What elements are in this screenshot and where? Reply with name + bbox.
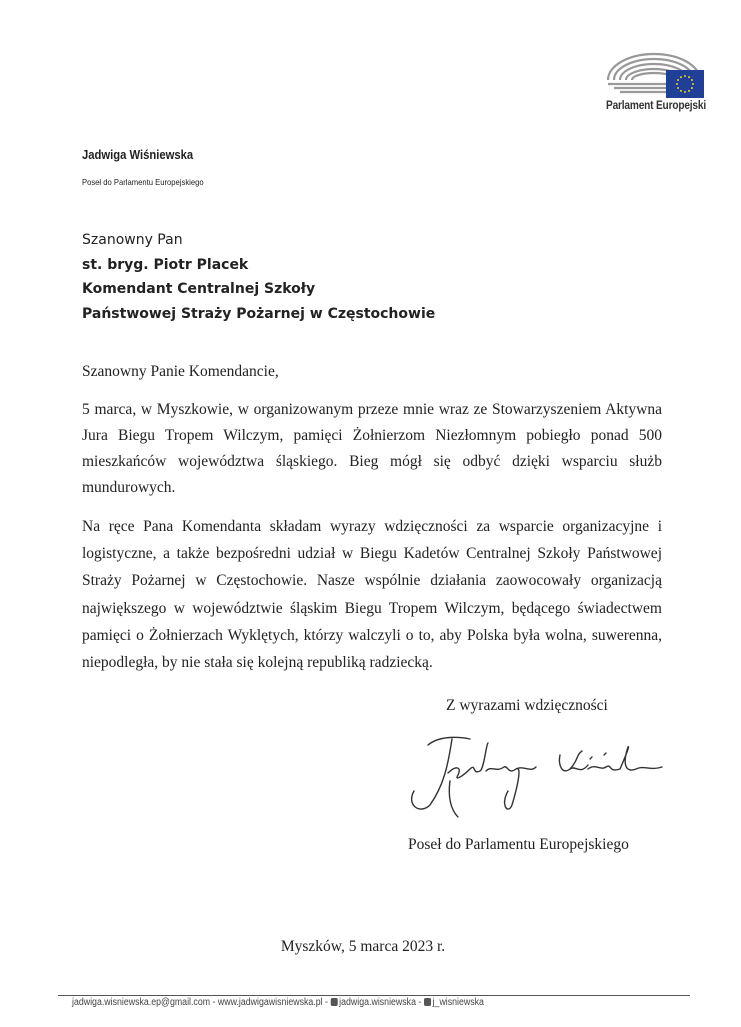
instagram-icon — [424, 998, 431, 1006]
separator: - — [322, 997, 331, 1008]
eu-star — [692, 83, 694, 85]
body-paragraph: Na ręce Pana Komendanta składam wyrazy wdzięczności za wsparcie organizacyjne i logistyczne, a także bezpośredni udział w Biegu Kadetów Centralnej Szkoły Państwowej Straży Pożarnej w Częstochowie. Nasze wspólnie działania zaowocowały organizacją największego w województwie śląskim Biegu Tropem Wilczym, będącego świadectwem pamięci o Żołnierzach Wyklętych, którzy walczyli o to, aby Polska była wolna, suwerenna, niepodległa, by nie stała się kolejną republiką radziecką. — [82, 518, 662, 672]
recipient-line: Komendant Centralnej Szkoły — [82, 281, 316, 298]
footer-instagram[interactable]: j_wisniewska — [432, 997, 484, 1008]
sender-title: Poseł do Parlamentu Europejskiego — [82, 177, 204, 187]
eu-star — [684, 75, 686, 77]
eu-star — [684, 91, 686, 93]
eu-star — [688, 90, 690, 92]
separator: - — [210, 997, 218, 1008]
handwritten-signature — [400, 725, 680, 825]
sender-name: Jadwiga Wiśniewska — [82, 148, 194, 162]
eu-star — [677, 79, 679, 81]
date-place: Myszków, 5 marca 2023 r. — [280, 938, 446, 955]
footer-contacts — [72, 997, 484, 1008]
facebook-icon — [330, 998, 337, 1006]
eu-star — [688, 76, 690, 78]
closing: Z wyrazami wdzięczności — [446, 697, 608, 714]
recipient-line: Szanowny Pan — [82, 232, 183, 248]
separator: - — [415, 997, 424, 1008]
footer-facebook[interactable]: jadwiga.wisniewska — [339, 997, 416, 1008]
footer-website[interactable]: www.jadwigawisniewska.pl — [217, 997, 323, 1008]
body-paragraph: 5 marca, w Myszkowie, w organizowanym przeze mnie wraz ze Stowarzyszeniem Aktywna Jura Biegu Tropem Wilczym, pamięci Żołnierzom Niezłomnym pobiegło ponad 500 mieszkańców województwa śląskiego. Bieg mógł się odbyć dzięki wsparciu służb mundurowych. — [82, 401, 662, 496]
recipient-address — [82, 228, 435, 327]
salutation: Szanowny Panie Komendancie, — [82, 363, 279, 380]
footer-email[interactable]: jadwiga.wisniewska.ep@gmail.com — [72, 997, 211, 1008]
recipient-line: st. bryg. Piotr Placek — [82, 256, 249, 273]
signature-title: Poseł do Parlamentu Europejskiego — [408, 836, 629, 853]
eu-star — [691, 79, 693, 81]
eu-star — [680, 90, 682, 92]
footer-divider — [58, 995, 690, 996]
eu-star — [680, 76, 682, 78]
logo-text: Parlament Europejski — [606, 100, 706, 112]
eu-star — [676, 83, 678, 85]
eu-star — [691, 87, 693, 89]
eu-star — [677, 87, 679, 89]
recipient-line: Państwowej Straży Pożarnej w Częstochowie — [82, 306, 436, 323]
